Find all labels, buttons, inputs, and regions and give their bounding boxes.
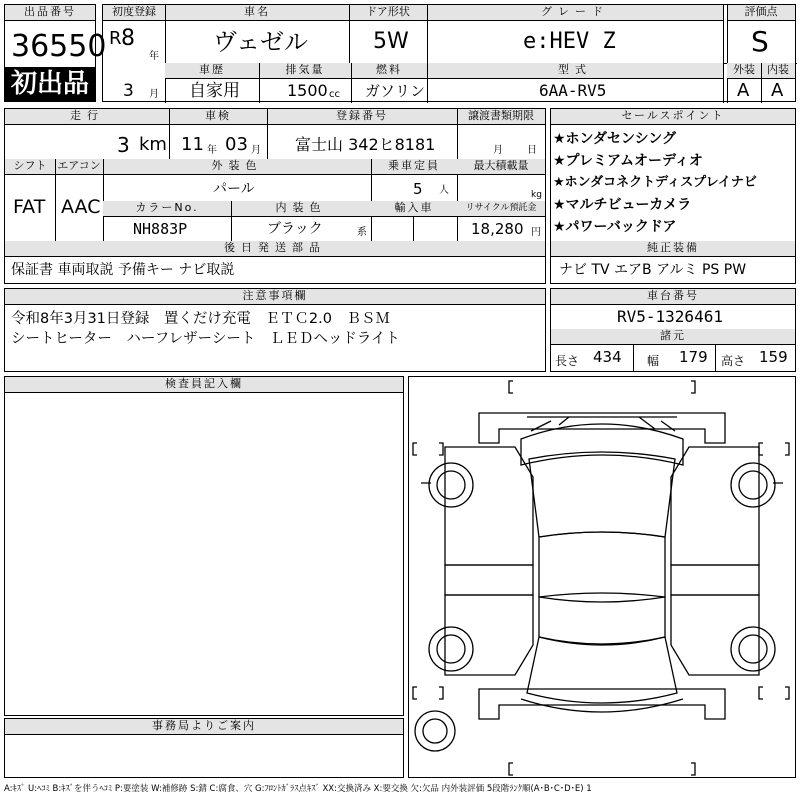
lot-number-header: 出品番号 xyxy=(5,5,95,21)
chassis-box xyxy=(550,288,796,372)
sales-point-2: ★プレミアムオーディオ xyxy=(553,153,703,169)
notes-box xyxy=(4,288,546,372)
grade-header: グレード xyxy=(427,5,723,21)
vehicle-details xyxy=(4,108,546,284)
length: 434 xyxy=(593,348,622,366)
exterior-color: パール xyxy=(213,181,255,197)
fuel: ガソリン xyxy=(365,82,426,100)
capacity-unit: 人 xyxy=(439,185,449,196)
int-grade: A xyxy=(771,80,784,101)
color-number: NH883P xyxy=(133,220,188,238)
legend: A:ｷｽﾞ U:ﾍｺﾐ B:ｷｽﾞを伴うﾍｺﾐ P:要塗装 W:補修跡 S:錆 C:腐食、穴 G:ﾌﾛﾝﾄｶﾞﾗｽ点ｷｽﾞ XX:交換済み X:要交換 欠:欠品 内外装評価 5段階ﾗﾝｸ順(A･B･C･D･E) 1 xyxy=(4,784,592,794)
score-header: 評価点 xyxy=(727,5,795,21)
exterior-color-header: 外装色 xyxy=(103,159,371,175)
reg-no-header: 登録番号 xyxy=(267,109,457,125)
import-header: 輸入車 xyxy=(371,201,457,217)
max-load-header: 最大積載量 xyxy=(457,159,545,175)
sales-point-5: ★パワーバックドア xyxy=(553,219,677,235)
score: S xyxy=(751,25,769,58)
color-no-header: カラーNo. xyxy=(103,201,231,217)
lot-number: 36550 xyxy=(11,29,107,64)
width-label: 幅 xyxy=(647,354,660,368)
car-diagram xyxy=(409,377,795,777)
sales-points-box xyxy=(550,108,796,284)
office-box xyxy=(4,718,404,778)
model: 6AA-RV5 xyxy=(539,81,607,100)
car-name: ヴェゼル xyxy=(213,28,309,56)
sales-point-4: ★マルチビューカメラ xyxy=(553,197,692,213)
max-load-unit: kg xyxy=(531,190,542,200)
displacement-unit: cc xyxy=(329,89,340,100)
door-type: 5W xyxy=(373,29,409,54)
insp-year: 11 xyxy=(181,134,204,155)
ext-grade: A xyxy=(737,80,750,101)
chassis-number: RV5-1326461 xyxy=(617,307,723,326)
shift-header: シフト xyxy=(5,159,55,175)
dims-header: 諸元 xyxy=(551,329,795,345)
model-header: 型式 xyxy=(427,63,723,79)
first-reg-header: 初度登録 xyxy=(103,5,165,21)
mileage-header: 走行 xyxy=(5,109,169,125)
capacity: 5 xyxy=(413,180,423,198)
displacement-header: 排気量 xyxy=(259,63,351,79)
int-header: 内装 xyxy=(761,63,795,79)
interior-color: ブラック xyxy=(267,221,323,237)
height: 159 xyxy=(759,348,788,366)
transfer-month: 月 xyxy=(493,145,503,156)
insp-month: 03 xyxy=(225,134,248,155)
mileage: 3 xyxy=(117,133,130,157)
later-parts: 保証書 車両取説 予備キー ナビ取説 xyxy=(11,262,235,278)
year-unit: 年 xyxy=(149,51,159,62)
insp-month-unit: 月 xyxy=(251,145,261,156)
shift: FAT xyxy=(13,196,46,218)
height-label: 高さ xyxy=(721,354,746,368)
notes-header: 注意事項欄 xyxy=(5,289,545,305)
ac-header: エアコン xyxy=(55,159,103,175)
displacement: 1500 xyxy=(287,81,328,100)
car-name-header: 車名 xyxy=(165,5,349,21)
recycle-unit: 円 xyxy=(531,227,541,238)
door-header: ドア形状 xyxy=(349,5,427,21)
width: 179 xyxy=(679,348,708,366)
recycle-fee: 18,280 xyxy=(471,220,524,238)
history: 自家用 xyxy=(189,81,240,101)
history-header: 車歴 xyxy=(165,63,259,79)
month-unit: 月 xyxy=(149,89,159,100)
reg-year: 8 xyxy=(121,26,135,51)
later-parts-header: 後日発送部品 xyxy=(5,241,545,257)
ext-header: 外装 xyxy=(727,63,761,79)
notes-line-1: 令和8年3月31日登録 置くだけ充電 ＥＴＣ2.0 ＢＳＭ xyxy=(11,311,390,327)
notes-line-2: シートヒーター ハーフレザーシート ＬＥＤヘッドライト xyxy=(11,331,400,347)
length-label: 長さ xyxy=(555,354,580,368)
first-listing-badge: 初出品 xyxy=(5,67,95,101)
equipment-header: 純正装備 xyxy=(551,241,795,257)
lot-number-box xyxy=(4,4,107,102)
sales-points-header: セールスポイント xyxy=(551,109,795,125)
inspection-header: 車検 xyxy=(169,109,267,125)
capacity-header: 乗車定員 xyxy=(371,159,457,175)
insp-year-unit: 年 xyxy=(207,145,217,156)
chassis-header: 車台番号 xyxy=(551,289,795,305)
ac: AAC xyxy=(61,196,101,218)
fuel-header: 燃料 xyxy=(351,63,427,79)
reg-number: 富士山 342ヒ8181 xyxy=(295,135,436,154)
equipment: ナビ TV エアB アルミ PS PW xyxy=(559,262,747,278)
vehicle-info-top xyxy=(102,4,796,102)
inspector-box xyxy=(4,376,404,716)
era: R xyxy=(109,28,122,49)
transfer-header: 譲渡書類期限 xyxy=(457,109,545,125)
transfer-day: 日 xyxy=(527,145,537,156)
car-diagram-box xyxy=(408,376,796,778)
sales-point-1: ★ホンダセンシング xyxy=(553,131,677,147)
interior-color-unit: 系 xyxy=(357,227,367,238)
sales-point-3: ★ホンダコネクトディスプレイナビ xyxy=(553,175,757,190)
recycle-header: リサイクル預託金 xyxy=(457,201,545,217)
interior-color-header: 内装色 xyxy=(231,201,371,217)
mileage-unit: km xyxy=(139,134,167,155)
inspector-header: 検査員記入欄 xyxy=(5,377,403,393)
grade: e:HEV Z xyxy=(523,29,616,54)
reg-month: 3 xyxy=(123,81,134,101)
office-header: 事務局よりご案内 xyxy=(5,719,403,735)
